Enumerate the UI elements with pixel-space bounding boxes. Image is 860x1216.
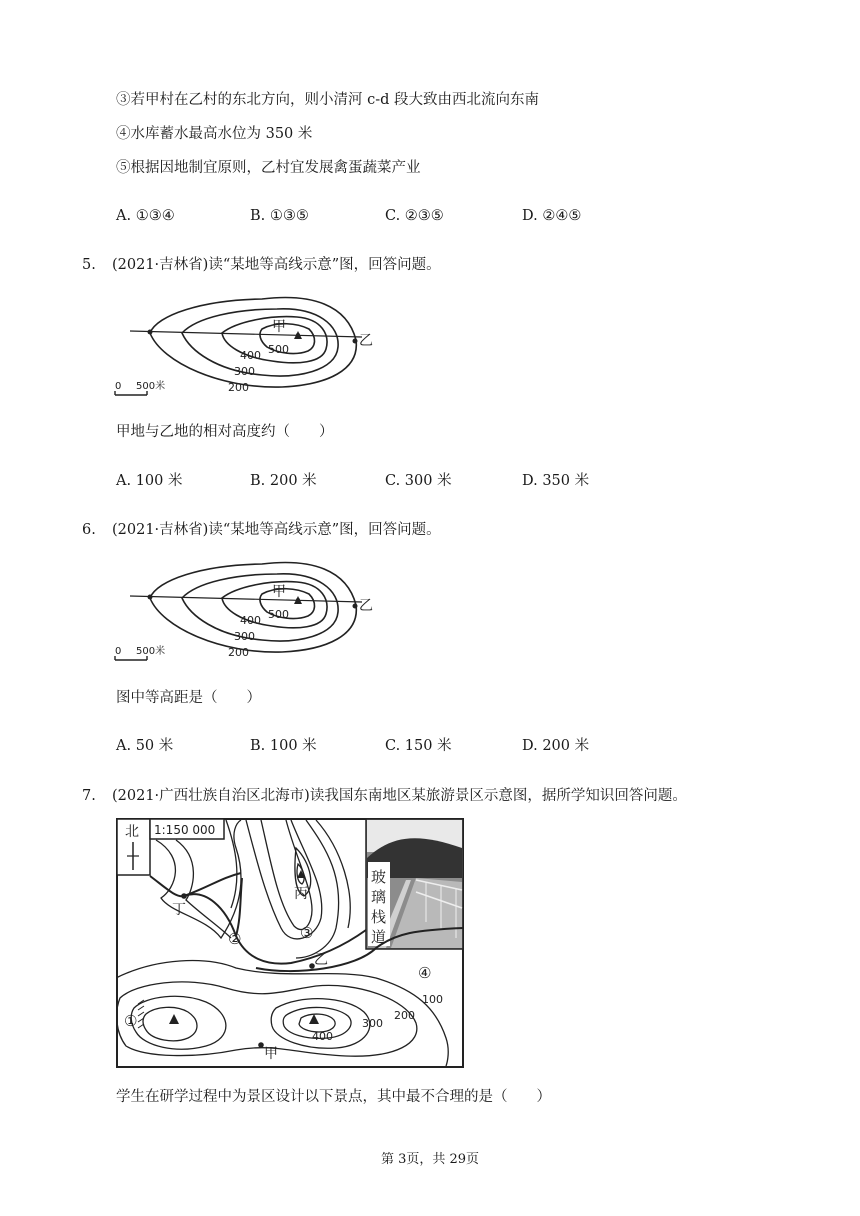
ding-point <box>181 893 187 899</box>
statement-4: ④水库蓄水最高水位为 350 米 <box>116 126 313 142</box>
label-500: 500 <box>268 343 289 356</box>
label-400: 400 <box>240 614 261 627</box>
circle-3-label: ③ <box>300 924 314 942</box>
option-a[interactable]: A. 50 米 <box>116 738 174 754</box>
circle-4-label: ④ <box>418 964 432 982</box>
label-400: 400 <box>240 349 261 362</box>
option-b[interactable]: B. ①③⑤ <box>250 208 309 224</box>
contour-map-q5 <box>112 285 382 405</box>
label-500: 500 <box>268 608 289 621</box>
contour-300-label: 300 <box>362 1017 383 1030</box>
question-number: 7. <box>82 788 96 804</box>
yi-label: 乙 <box>314 952 328 968</box>
bing-label: 丙 <box>294 886 308 902</box>
option-d[interactable]: D. 350 米 <box>522 473 590 489</box>
label-200: 200 <box>228 646 249 659</box>
option-b[interactable]: B. 200 米 <box>250 473 317 489</box>
photo-caption-1: 玻 <box>371 868 387 886</box>
photo-caption-3: 栈 <box>371 908 387 926</box>
scale-zero: 0 <box>115 646 122 657</box>
statement-3: ③若甲村在乙村的东北方向，则小清河 c-d 段大致由西北流向东南 <box>116 92 540 108</box>
question-stem: (2021·吉林省)读“某地等高线示意”图，回答问题。 <box>112 257 441 273</box>
scale-zero: 0 <box>115 381 122 392</box>
yi-label: 乙 <box>359 598 373 614</box>
jia-label: 甲 <box>272 319 286 335</box>
scale-label: 1:150 000 <box>154 823 216 837</box>
option-c[interactable]: C. ②③⑤ <box>385 208 444 224</box>
yi-point <box>353 604 358 609</box>
question-text: 图中等高距是（ ） <box>116 690 261 706</box>
photo-caption-4: 道 <box>371 928 387 946</box>
scale-label: 500米 <box>136 381 166 392</box>
option-d[interactable]: D. 200 米 <box>522 738 590 754</box>
circle-1-label: ① <box>124 1012 138 1030</box>
label-300: 300 <box>234 365 255 378</box>
option-c[interactable]: C. 300 米 <box>385 473 452 489</box>
jia-label: 甲 <box>272 584 286 600</box>
option-b[interactable]: B. 100 米 <box>250 738 317 754</box>
question-stem: (2021·吉林省)读“某地等高线示意”图，回答问题。 <box>112 522 441 538</box>
option-c[interactable]: C. 150 米 <box>385 738 452 754</box>
photo-caption-2: 璃 <box>371 888 387 906</box>
label-300: 300 <box>234 630 255 643</box>
contour-400-label: 400 <box>312 1030 333 1043</box>
ding-label: 丁 <box>172 902 186 918</box>
jia-label: 甲 <box>264 1046 278 1062</box>
option-a[interactable]: A. 100 米 <box>116 473 183 489</box>
question-number: 6. <box>82 522 96 538</box>
yi-point <box>353 339 358 344</box>
jia-point <box>258 1042 264 1048</box>
yi-label: 乙 <box>359 333 373 349</box>
question-stem: (2021·广西壮族自治区北海市)读我国东南地区某旅游景区示意图，据所学知识回答问题。 <box>112 788 687 804</box>
circle-2-label: ② <box>228 930 242 948</box>
question-text: 甲地与乙地的相对高度约（ ） <box>116 424 334 440</box>
question-text: 学生在研学过程中为景区设计以下景点，其中最不合理的是（ ） <box>116 1089 551 1105</box>
label-200: 200 <box>228 381 249 394</box>
page-footer: 第 3页，共 29页 <box>380 1152 480 1167</box>
contour-200-label: 200 <box>394 1009 415 1022</box>
contour-100-label: 100 <box>422 993 443 1006</box>
north-label: 北 <box>125 824 139 840</box>
scale-label: 500米 <box>136 646 166 657</box>
tourist-area-map <box>116 818 466 1070</box>
option-a[interactable]: A. ①③④ <box>116 208 175 224</box>
contour-map-q6 <box>112 550 382 670</box>
statement-5: ⑤根据因地制宜原则，乙村宜发展禽蛋蔬菜产业 <box>116 160 421 176</box>
option-d[interactable]: D. ②④⑤ <box>522 208 582 224</box>
question-number: 5. <box>82 257 96 273</box>
